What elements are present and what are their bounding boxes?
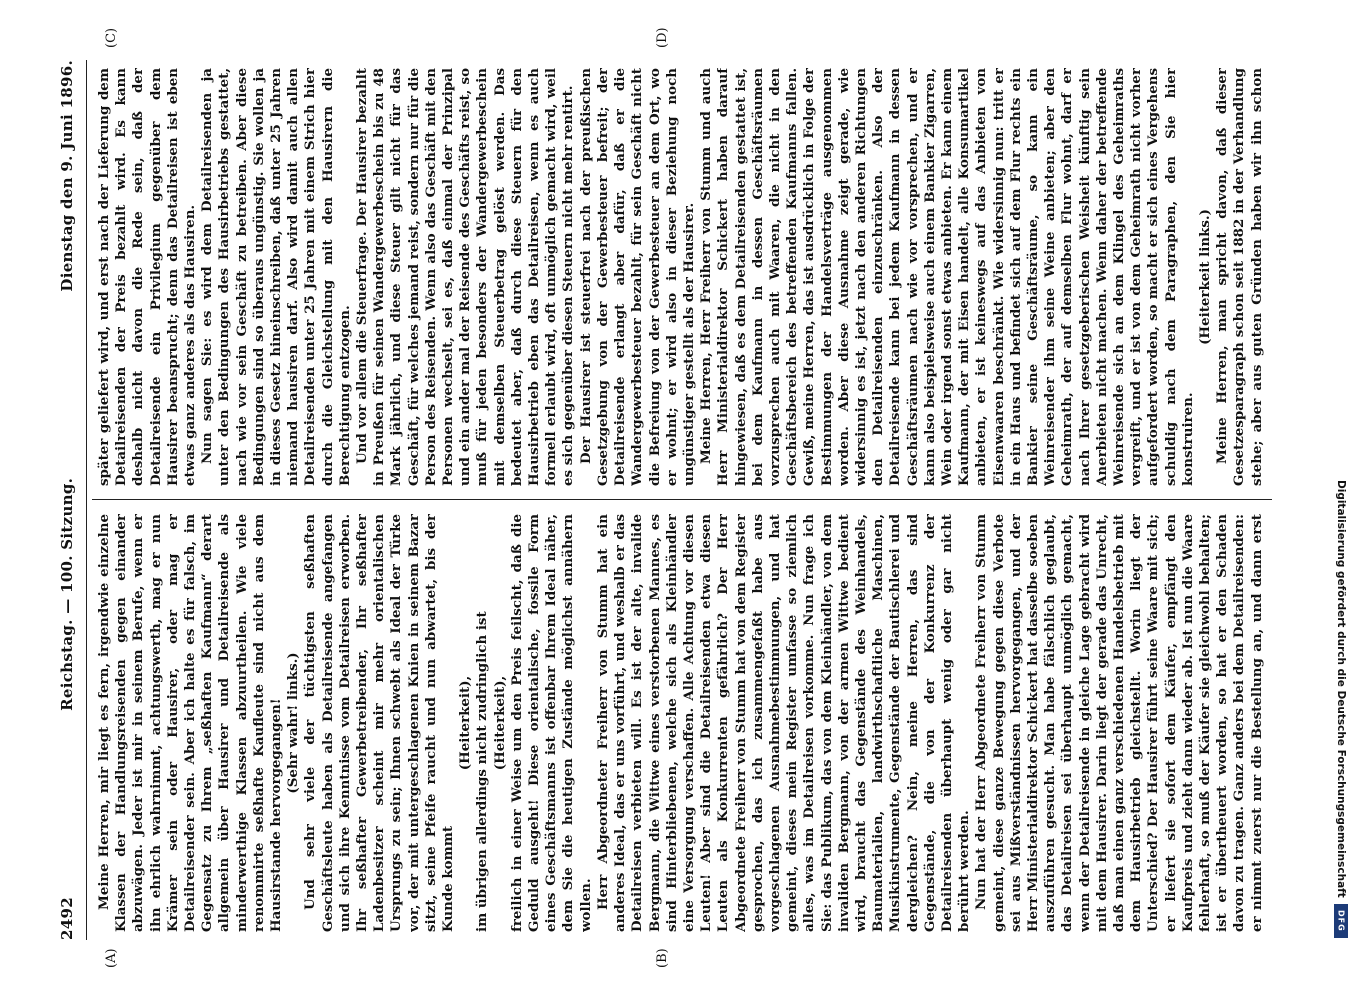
interjection: (Sehr wahr! links.) [285,652,302,794]
interjection: (Heiterkeit), [491,675,508,771]
paragraph: Nun hat der Herr Abgeordnete Freiherr von Stumm gemeint, diese ganze Bewegung gegen diese Verbote sei aus Mißverständnissen hervorgegangen, und der Herr Ministerialdirektor Schickert hat dasselbe soeben auszuführen gesucht. Man habe fälschlich geglaubt, das Detailreisen sei überhaupt unmöglich gemacht, wenn der Detailreisende in gleiche Lage gebracht wird mit dem Hausirer. Darin liegt der gerade das Unrecht, daß man einen ganz verschiedenen Handelsbetrieb mit dem Hausirbetrieb gleichstellt. Worin liegt der Unterschied? Der Hausirer führt seine Waare mit sich; er liefert sie sofort dem Käufer, empfängt den Kaufpreis und zieht dann wieder ab. Ist nun die Waare fehlerhaft, so muß der Käufer sie gleichwohl behalten; ist er übertheuert worden, so hat er den Schaden davon zu tragen. Ganz anders bei dem Detailreisenden: er nimmt zuerst nur die Bestellung an, und dann erst [973,514,1265,932]
margin-mark-c: (C) [104,27,119,48]
paragraph: im übrigen allerdings nicht zudringlich ist [474,611,491,932]
paragraph: später geliefert wird, und erst nach der Lieferung dem Detailreisenden der Preis bezahlt wird. Es kann deshalb nicht davon die Rede sein, daß der Detailreisende ein Privilegium gegenüber dem Hausirer beansprucht; denn das Detailreisen ist eben etwas ganz anderes als das Hausiren. [96,68,199,486]
margin-mark-a: (A) [104,948,119,968]
session-title: Reichstag. — 100. Sitzung. [58,477,76,711]
paragraph: Meine Herren, Herr Freiherr von Stumm und auch Herr Ministerialdirektor Schickert haben darauf hingewiesen, daß es dem Detailreisenden gestattet ist, bei dem Kaufmann in dessen Geschäftsräumen vorzusprechen auch mit Waaren, die nicht in den Geschäftsbereich des betreffenden Kaufmanns fallen. Gewiß, meine Herren, das ist ausdrücklich in Folge der Bestimmungen der Handelsverträge ausgenommen worden. Aber diese Ausnahme zeigt gerade, wie widersinnig es ist, jetzt nach den anderen Richtungen den Detailreisenden einzuschränken. Also der Detailreisende kann bei jedem Kaufmann in dessen Geschäftsräumen nach wie vor vorsprechen, und er kann also beispielsweise auch einem Bankier Zigarren, Wein oder irgend sonst etwas anbieten. Er kann einem Kaufmann, der mit Eisen handelt, alle Konsumartikel anbieten, er ist keineswegs auf das Anbieten von Eisenwaaren beschränkt. Wie widersinnig nun: tritt er in ein Haus und befindet sich auf dem Flur rechts ein Bankier seine Geschäftsräume, so kann ein Weinreisender ihm seine Weine anbieten; aber den Geheimrath, der auf demselben Flur wohnt, darf er nach Ihrer gesetzgeberischen Weisheit künftig sein Anerbieten nicht machen. Wenn daher der betreffende Weinreisende sich an dem Klingel des Geheimraths vergreift, und er ist von dem Geheimrath nicht vorher aufgefordert worden, so macht er sich eines Vergehens schuldig nach dem Paragraphen, den Sie hier konstruiren. [698,68,1196,486]
right-text-column [96,68,1266,486]
paragraph: Der Hausirer ist steuerfrei nach der preußischen Gesetzgebung von der Gewerbesteuer befreit; der Detailreisende erlangt aber dafür, daß er die Wandergewerbesteuer bezahlt, für sein Geschäft nicht die Befreiung von der Gewerbesteuer an dem Ort, wo er wohnt; er wird also in dieser Beziehung noch ungünstiger gestellt als der Hausirer. [577,68,697,486]
interjection: (Heiterkeit links.) [1197,209,1213,345]
paragraph: Meine Herren, man spricht davon, daß dieser Gesetzesparagraph schon seit 1882 in der Verhandlung stehe; aber aus guten Gründen haben wir ihn schon [1214,68,1265,486]
paragraph: Und sehr viele der tüchtigsten seßhaften Geschäftsleute haben als Detailreisende angefangen und sich ihre Kenntnisse vom Detailreisen erworben. Ihr seßhafter Gewerbetreibender, Ihr seßhafter Ladenbesitzer scheint mir mehr orientalischen Ursprungs zu sein; Ihnen schwebt als Ideal der Türke vor, der mit untergeschlagenen Knien in seinem Bazar sitzt, seine Pfeife raucht und nun abwartet, bis der Kunde kommt [302,514,457,932]
dfg-logo: DFG [1334,904,1348,938]
margin-mark-d: (D) [655,27,670,48]
paragraph: Und vor allem die Steuerfrage. Der Hausirer bezahlt in Preußen für seinen Wandergewerbeschein bis zu 48 Mark jährlich, und diese Steuer gilt nicht für das Geschäft, für welches jemand reist, sondern nur für die Person des Reisenden. Wenn also das Geschäft mit den Personen wechselt, sei es, daß einmal der Prinzipal und ein ander mal der Reisende des Geschäfts reist, so muß für jeden besonders der Wandergewerbeschein mit demselben Steuerbetrag gelöst werden. Das bedeutet aber, daß durch diese Steuern für den Hausirbetrieb eben das Detailreisen, wenn es auch formell erlaubt wird, oft unmöglich gemacht wird, weil es sich gegenüber diesen Steuern nicht mehr rentirt. [354,68,577,486]
paragraph: Meine Herren, mir liegt es fern, irgendwie einzelne Klassen der Handlungsreisenden gegen einander abzuwägen. Jeder ist mir in seinem Berufe, wenn er ihn ehrlich wahrnimmt, achtungswerth, mag er nun Krämer sein oder Hausirer, oder mag er Detailreisender sein. Aber ich halte es für falsch, im Gegensatz zu Ihrem „seßhaften Kaufmann“ derart allgemein über Hausirer und Detailreisende als minderwerthige Klassen abzuurtheilen. Wie viele renommirte seßhafte Kaufleute sind nicht aus dem Hausirstande hervorgegangen! [96,514,285,932]
column-divider [92,499,1272,500]
paragraph: freilich in einer Weise um den Preis feilscht, daß die Geduld ausgeht! Diese orientalische, fossile Form eines Geschäftsmanns ist offenbar Ihrem Ideal näher, dem Sie die heutigen Zustände möglichst annähern wollen. [508,514,594,932]
header-rule [86,60,87,940]
margin-mark-b: (B) [655,948,670,968]
paragraph: Nun sagen Sie: es wird dem Detailreisenden ja unter den Bedingungen des Hausirbetriebs gestattet, nach wie vor sein Geschäft zu betreiben. Aber diese Bedingungen sind so überaus ungünstig. Sie wollen ja in dieses Gesetz hineinschreiben, daß unter 25 Jahren niemand hausiren darf. Also wird damit auch allen Detailreisenden unter 25 Jahren mit einem Strich hier durch die Gleichstellung mit den Hausirern die Berechtigung entzogen. [199,68,353,486]
session-date: Dienstag den 9. Juni 1896. [58,60,76,292]
paragraph: Herr Abgeordneter Freiherr von Stumm hat ein anderes Ideal, das er uns vorführt, und weshalb er das Detailreisen verbieten will. Es ist der alte, invalide Bergmann, die Wittwe eines verstorbenen Mannes, es sind Hinterbliebenen, welche sich als Kleinhändler eine Versorgung verschaffen. Alle Achtung vor diesen Leuten! Aber sind die Detailreisenden etwa diesen Leuten als Konkurrenten gefährlich? Der Herr Abgeordnete Freiherr von Stumm hat von dem Register gesprochen, das ich zusammengefaßt habe aus vorgeschlagenen Ausnahmebestimmungen, und hat gemeint, dieses mein Register umfasse so ziemlich alles, was im Detailreisen vorkomme. Nun frage ich Sie: das Publikum, das von dem Kleinhändler, von dem invaliden Bergmann, von der armen Wittwe bedient wird, braucht das Gegenstände des Weinhandels, Baumaterialien, landwirthschaftliche Maschinen, Musikinstrumente, Gegenstände der Bautischlerei und dergleichen? Nein, meine Herren, das sind Gegenstände, die von der Konkurrenz der Detailreisenden überhaupt wenig oder gar nicht berührt werden. [594,514,973,932]
credit-text: Digitalisierung gefördert durch die Deutsche Forschungsgemeinschaft [1335,480,1347,898]
page-header [50,60,84,940]
page-number: 2492 [58,897,76,940]
left-text-column [96,514,1266,932]
interjection: (Heiterkeit), [457,675,474,771]
digitization-credit [1333,8,1349,938]
